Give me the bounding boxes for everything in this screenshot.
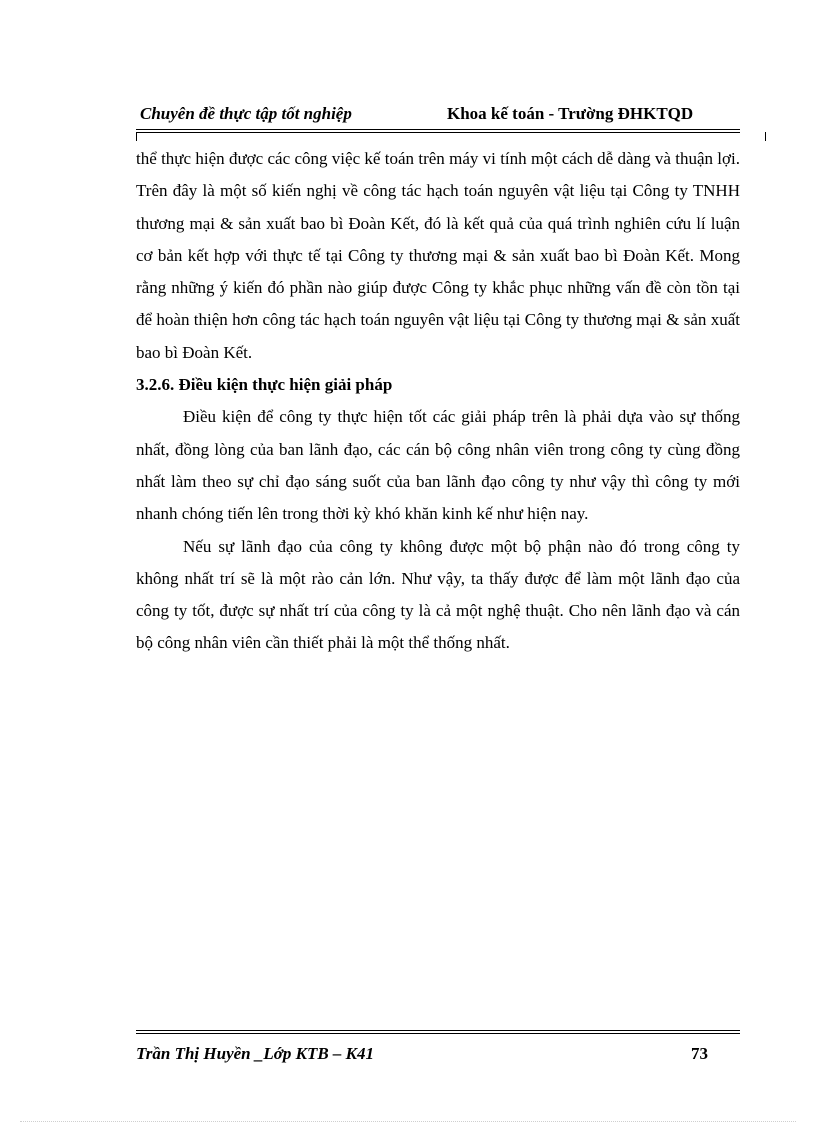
page-number: 73 — [691, 1044, 708, 1063]
footer-rule-bottom — [136, 1033, 740, 1034]
footer-author: Trần Thị Huyền _Lớp KTB – K41 — [136, 1044, 375, 1063]
header-title-left: Chuyên đề thực tập tốt nghiệp — [140, 104, 352, 123]
header-rule-top — [136, 129, 740, 130]
header-rule-tick-left — [136, 132, 137, 141]
paragraph-continuation: thể thực hiện được các công việc kế toán trên máy vi tính một cách dễ dàng và thuận lợi. Trên đây là một số kiến nghị về công tác hạch toán nguyên vật liệu tại Công ty TNHH thương mại & sản xuất bao bì Đoàn Kết, đó là kết quả của quá trình nghiên cứu lí luận cơ bản kết hợp với thực tế tại Công ty thương mại & sản xuất bao bì Đoàn Kết. Mong rằng những ý kiến đó phần nào giúp được Công ty khắc phục những vấn đề còn tồn tại để hoàn thiện hơn công tác hạch toán nguyên vật liệu tại Công ty thương mại & sản xuất bao bì Đoàn Kết. — [136, 149, 740, 362]
paragraph-conditions: Điều kiện để công ty thực hiện tốt các giải pháp trên là phải dựa vào sự thống nhất, đồng lòng của ban lãnh đạo, các cán bộ công nhân viên trong công ty cùng đồng nhất làm theo sự chỉ đạo sáng suốt của ban lãnh đạo công ty như vậy thì công ty mới nhanh chóng tiến lên trong thời kỳ khó khăn kinh kế như hiện nay. — [136, 407, 740, 524]
footer-rule-top — [136, 1030, 740, 1031]
header-rule-tick-right — [765, 132, 766, 141]
section-heading: 3.2.6. Điều kiện thực hiện giải pháp — [136, 375, 393, 395]
body-text — [136, 143, 740, 660]
header-rule-bottom — [136, 132, 740, 133]
header-title-right: Khoa kế toán - Trường ĐHKTQD — [447, 104, 694, 123]
paragraph-leadership: Nếu sự lãnh đạo của công ty không được một bộ phận nào đó trong công ty không nhất trí sẽ là một rào cản lớn. Như vậy, ta thấy được để làm một lãnh đạo của công ty tốt, được sự nhất trí của công ty là cả một nghệ thuật. Cho nên lãnh đạo và cán bộ công nhân viên cần thiết phải là một thể thống nhất. — [136, 536, 740, 653]
page-edge-divider — [20, 1121, 796, 1122]
